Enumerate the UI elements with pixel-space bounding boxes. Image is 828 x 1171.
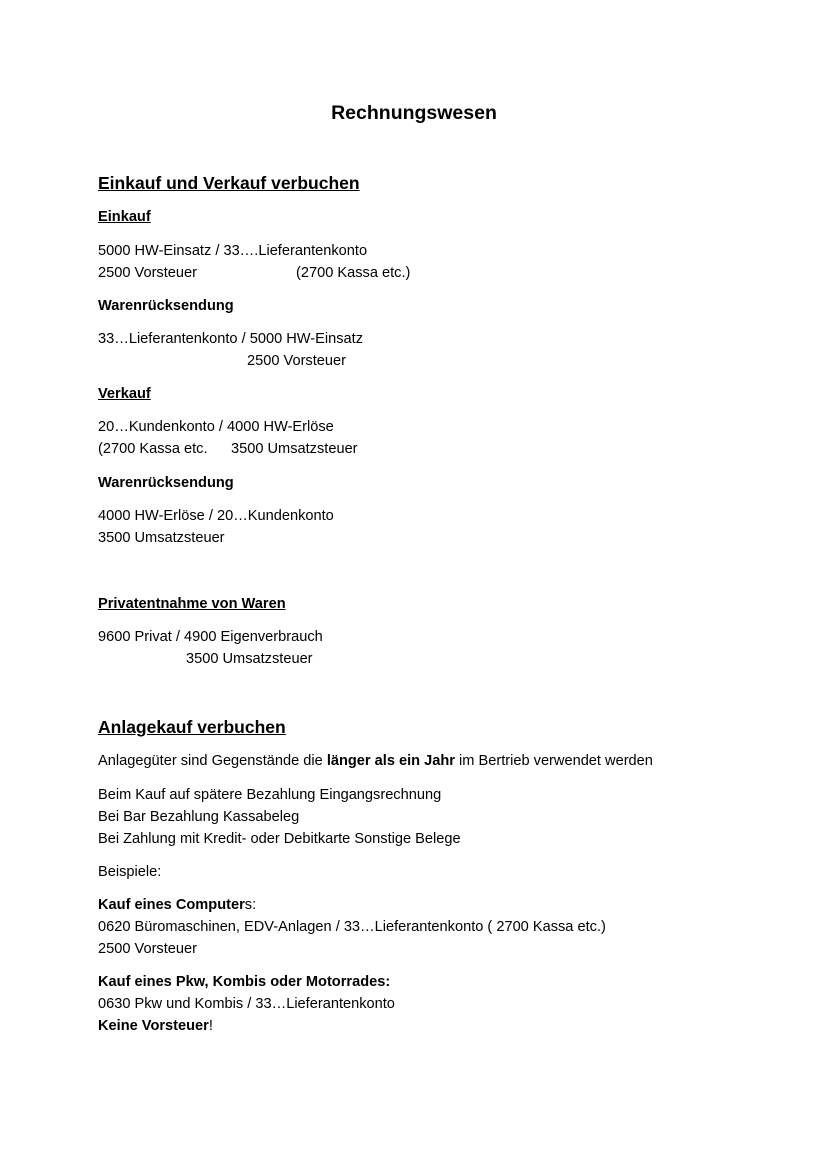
booking-line: 0620 Büromaschinen, EDV-Anlagen / 33…Lieferantenkonto ( 2700 Kassa etc.)	[98, 919, 606, 935]
booking-line: 33…Lieferantenkonto / 5000 HW-Einsatz	[98, 331, 364, 347]
booking-line: 2500 Vorsteuer	[98, 265, 197, 281]
beleg-line: Beim Kauf auf spätere Bezahlung Eingangsrechnung	[98, 787, 442, 803]
section-heading-anlagekauf: Anlagekauf verbuchen	[98, 717, 286, 737]
intro-text: Anlagegüter sind Gegenstände die länger als ein Jahr im Bertrieb verwendet werden	[98, 753, 653, 769]
subheading-einkauf: Einkauf	[98, 209, 151, 225]
booking-line: 20…Kundenkonto / 4000 HW-Erlöse	[98, 419, 334, 435]
booking-line: 2500 Vorsteuer	[98, 941, 197, 957]
booking-line: 9600 Privat / 4900 Eigenverbrauch	[98, 629, 323, 645]
booking-line: 0630 Pkw und Kombis / 33…Lieferantenkonto	[98, 996, 395, 1012]
subheading-privatentnahme: Privatentnahme von Waren	[98, 596, 286, 612]
booking-line: 3500 Umsatzsteuer	[186, 651, 313, 667]
example-heading-pkw: Kauf eines Pkw, Kombis oder Motorrades:	[98, 974, 391, 990]
subheading-warenruecksendung: Warenrücksendung	[98, 475, 234, 491]
booking-line: 4000 HW-Erlöse / 20…Kundenkonto	[98, 508, 334, 524]
booking-line: 3500 Umsatzsteuer	[231, 441, 358, 457]
section-heading-einkauf-verkauf: Einkauf und Verkauf verbuchen	[98, 173, 360, 193]
note-keine-vorsteuer: Keine Vorsteuer!	[98, 1018, 213, 1034]
subheading-warenruecksendung: Warenrücksendung	[98, 298, 234, 314]
beleg-line: Bei Zahlung mit Kredit- oder Debitkarte Sonstige Belege	[98, 831, 461, 847]
beleg-line: Bei Bar Bezahlung Kassabeleg	[98, 809, 300, 825]
booking-line: 2500 Vorsteuer	[247, 353, 346, 369]
booking-line: 3500 Umsatzsteuer	[98, 530, 225, 546]
booking-line: 5000 HW-Einsatz / 33….Lieferantenkonto	[98, 243, 368, 259]
booking-line-alt: (2700 Kassa etc.	[98, 441, 208, 457]
subheading-verkauf: Verkauf	[98, 386, 151, 402]
document-title: Rechnungswesen	[331, 102, 497, 124]
booking-line-alt: (2700 Kassa etc.)	[296, 265, 411, 281]
beispiele-label: Beispiele:	[98, 864, 162, 880]
example-heading-computer: Kauf eines Computers:	[98, 897, 257, 913]
